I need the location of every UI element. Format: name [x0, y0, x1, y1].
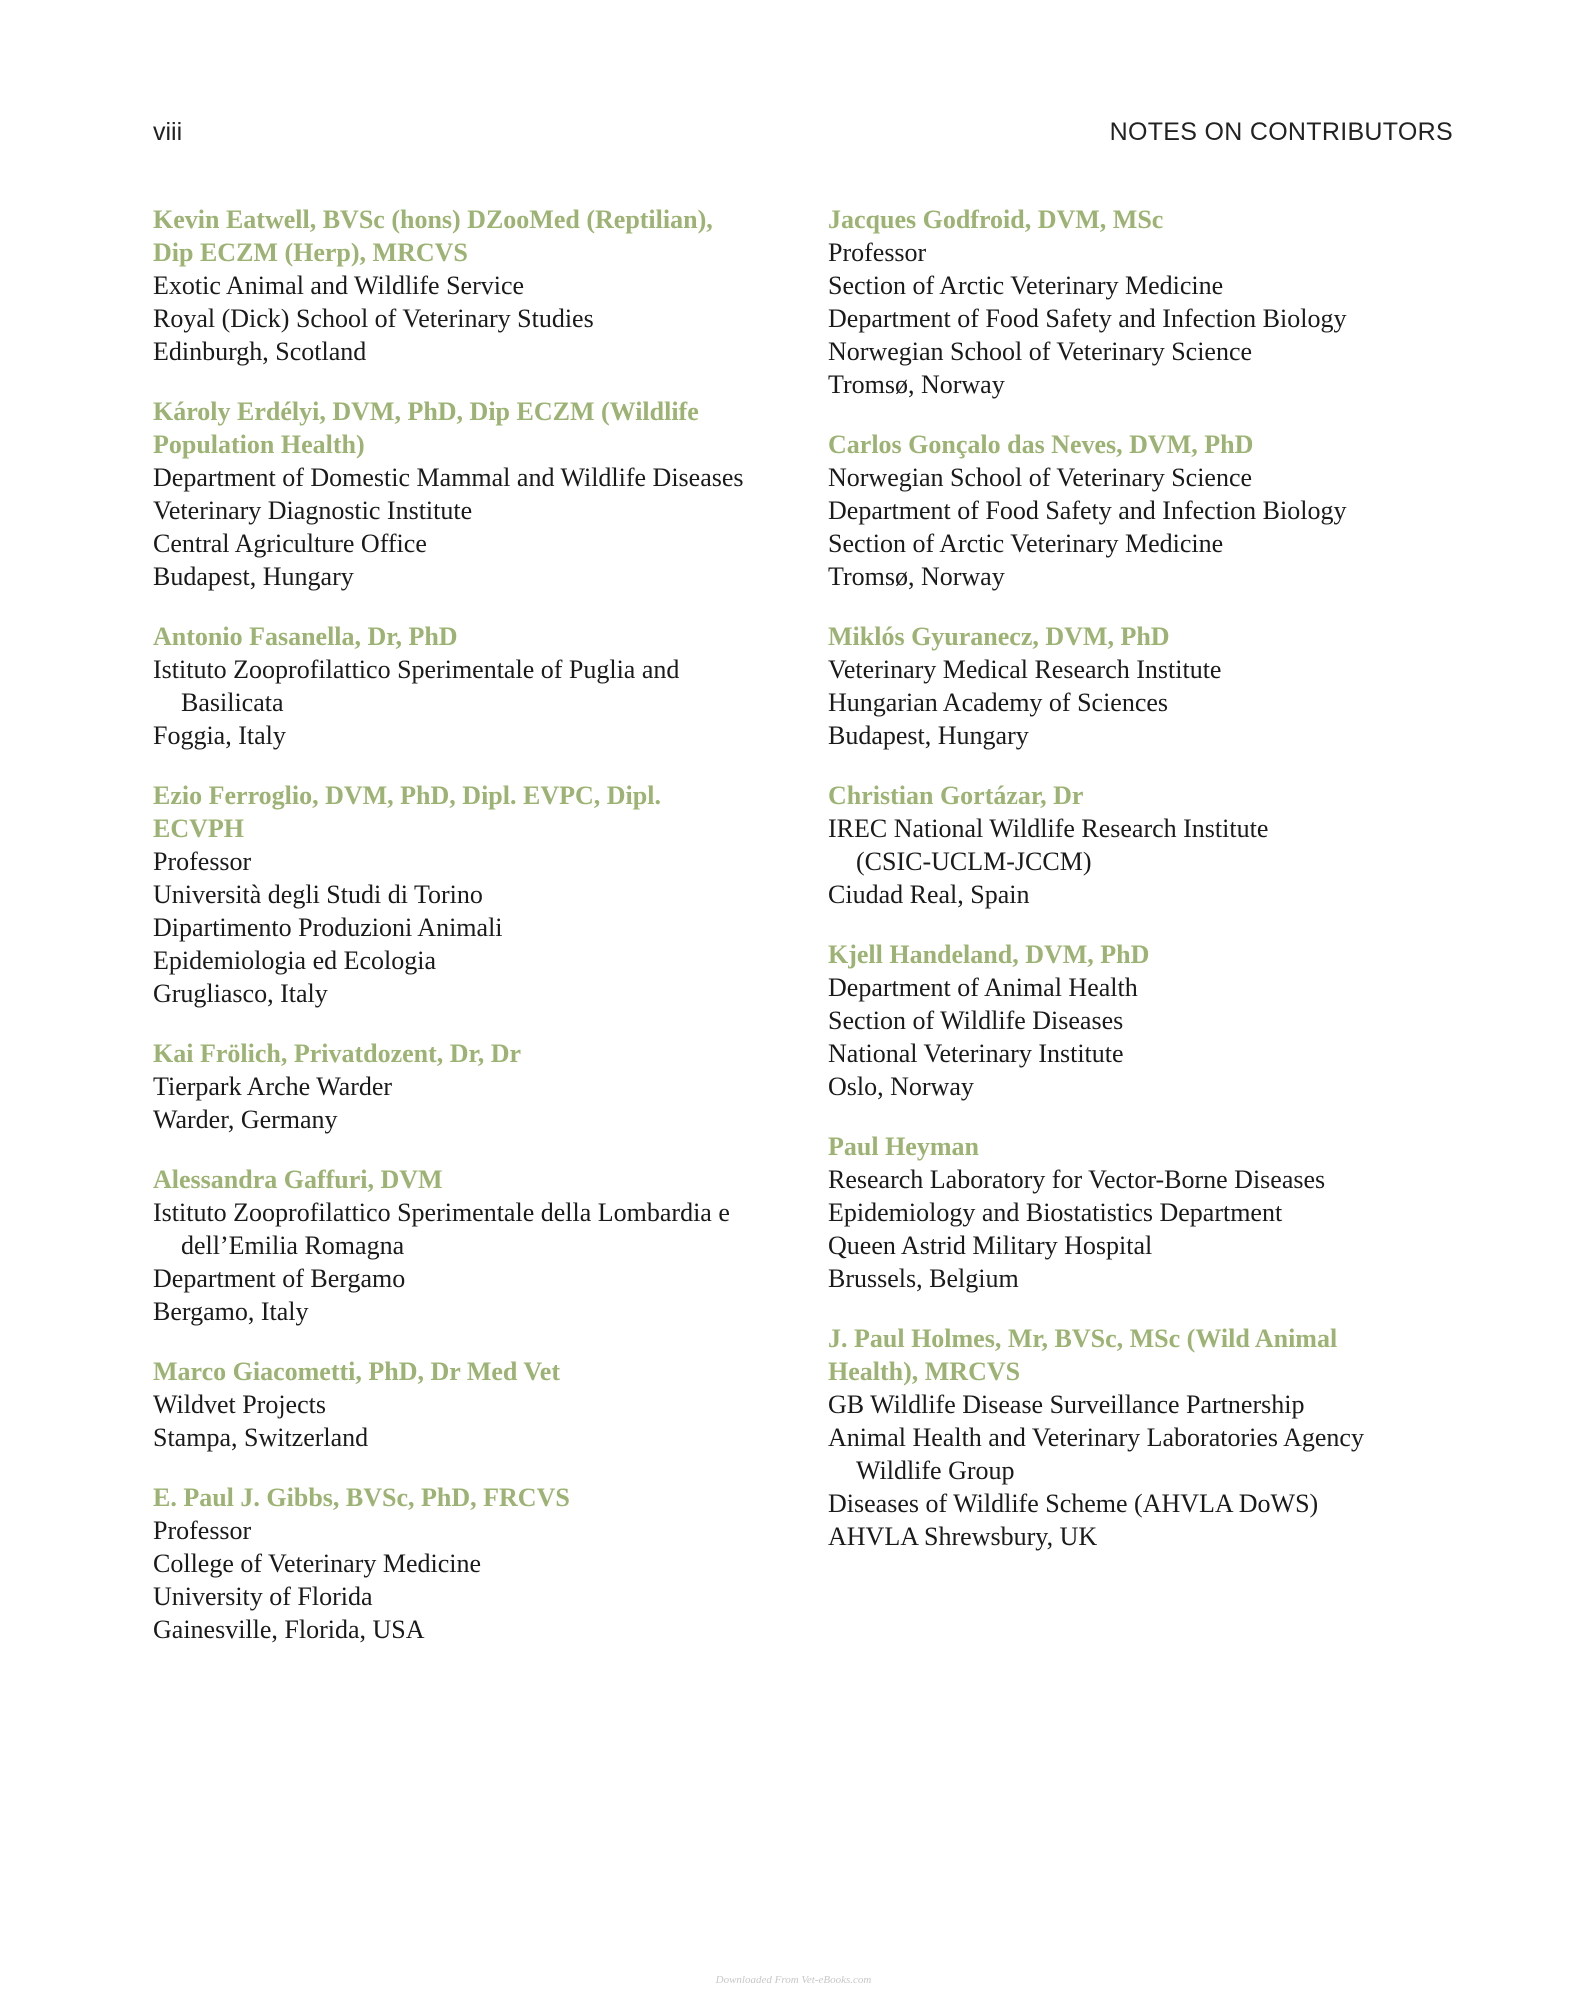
contributor-name: Christian Gortázar, Dr — [828, 781, 1084, 810]
contributor-name: Kai Frölich, Privatdozent, Dr, Dr — [153, 1039, 522, 1068]
affiliation-line: Grugliasco, Italy — [153, 979, 328, 1008]
contributor-name: Alessandra Gaffuri, DVM — [153, 1165, 443, 1194]
contributor-entry — [828, 203, 1468, 401]
contributor-name: Paul Heyman — [828, 1132, 979, 1161]
affiliation-line: Queen Astrid Military Hospital — [828, 1231, 1153, 1260]
affiliation-line: Basilicata — [181, 688, 284, 717]
affiliation-line: Section of Arctic Veterinary Medicine — [828, 529, 1224, 558]
affiliation-line: University of Florida — [153, 1582, 373, 1611]
page-number: viii — [153, 118, 183, 146]
contributor-name: Kjell Handeland, DVM, PhD — [828, 940, 1150, 969]
contributor-entry — [153, 620, 793, 752]
contributor-name: E. Paul J. Gibbs, BVSc, PhD, FRCVS — [153, 1483, 570, 1512]
affiliation-line: Budapest, Hungary — [153, 562, 354, 591]
contributor-name: Dip ECZM (Herp), MRCVS — [153, 238, 468, 267]
contributor-entry — [828, 1322, 1468, 1553]
affiliation-line: Bergamo, Italy — [153, 1297, 309, 1326]
contributor-entry — [828, 1130, 1468, 1295]
affiliation-line: Tromsø, Norway — [828, 562, 1005, 591]
contributor-name: Ezio Ferroglio, DVM, PhD, Dipl. EVPC, Dipl. — [153, 781, 661, 810]
affiliation-line: Oslo, Norway — [828, 1072, 974, 1101]
contributor-name: Károly Erdélyi, DVM, PhD, Dip ECZM (Wildlife — [153, 397, 699, 426]
contributor-name: Health), MRCVS — [828, 1357, 1021, 1386]
page-header — [153, 118, 1453, 158]
contributor-entry — [828, 428, 1468, 593]
affiliation-line: Stampa, Switzerland — [153, 1423, 369, 1452]
affiliation-line: Department of Bergamo — [153, 1264, 406, 1293]
contributor-entry — [828, 779, 1468, 911]
contributor-entry — [153, 1163, 793, 1328]
affiliation-line: Norwegian School of Veterinary Science — [828, 463, 1253, 492]
contributor-entry — [153, 1481, 793, 1646]
contributor-name: ECVPH — [153, 814, 244, 843]
affiliation-line: Professor — [153, 1516, 252, 1545]
footer-watermark: Downloaded From Vet-eBooks.com — [715, 1974, 872, 1986]
affiliation-line: Epidemiology and Biostatistics Department — [828, 1198, 1283, 1227]
affiliation-line: Exotic Animal and Wildlife Service — [153, 271, 525, 300]
affiliation-line: Edinburgh, Scotland — [153, 337, 367, 366]
affiliation-line: IREC National Wildlife Research Institute — [828, 814, 1269, 843]
affiliation-line: dell’Emilia Romagna — [181, 1231, 405, 1260]
affiliation-line: Ciudad Real, Spain — [828, 880, 1030, 909]
affiliation-line: College of Veterinary Medicine — [153, 1549, 482, 1578]
contributor-entry — [153, 203, 793, 368]
contributor-name: Carlos Gonçalo das Neves, DVM, PhD — [828, 430, 1254, 459]
affiliation-line: Research Laboratory for Vector-Borne Diseases — [828, 1165, 1326, 1194]
affiliation-line: Istituto Zooprofilattico Sperimentale of Puglia and — [153, 655, 680, 684]
affiliation-line: Gainesville, Florida, USA — [153, 1615, 425, 1644]
affiliation-line: Section of Wildlife Diseases — [828, 1006, 1124, 1035]
contributor-name: Marco Giacometti, PhD, Dr Med Vet — [153, 1357, 560, 1386]
affiliation-line: Department of Domestic Mammal and Wildlife Diseases — [153, 463, 744, 492]
contributor-entry — [153, 779, 793, 1010]
contributor-name: Miklós Gyuranecz, DVM, PhD — [828, 622, 1170, 651]
affiliation-line: Tromsø, Norway — [828, 370, 1005, 399]
affiliation-line: Hungarian Academy of Sciences — [828, 688, 1169, 717]
contributor-name: J. Paul Holmes, Mr, BVSc, MSc (Wild Animal — [828, 1324, 1338, 1353]
affiliation-line: Warder, Germany — [153, 1105, 338, 1134]
contributor-entry — [153, 395, 793, 593]
affiliation-line: Istituto Zooprofilattico Sperimentale della Lombardia e — [153, 1198, 730, 1227]
section-title: NOTES ON CONTRIBUTORS — [1109, 118, 1453, 146]
affiliation-line: Dipartimento Produzioni Animali — [153, 913, 503, 942]
contributor-entry — [153, 1037, 793, 1136]
affiliation-line: Section of Arctic Veterinary Medicine — [828, 271, 1224, 300]
affiliation-line: Foggia, Italy — [153, 721, 286, 750]
affiliation-line: AHVLA Shrewsbury, UK — [828, 1522, 1098, 1551]
contributor-entry — [828, 938, 1468, 1103]
affiliation-line: Department of Food Safety and Infection Biology — [828, 496, 1347, 525]
contributor-name: Population Health) — [153, 430, 365, 459]
affiliation-line: Royal (Dick) School of Veterinary Studies — [153, 304, 594, 333]
contributor-name: Kevin Eatwell, BVSc (hons) DZooMed (Reptilian), — [153, 205, 713, 234]
affiliation-line: Budapest, Hungary — [828, 721, 1029, 750]
affiliation-line: Wildlife Group — [856, 1456, 1015, 1485]
affiliation-line: Veterinary Medical Research Institute — [828, 655, 1222, 684]
affiliation-line: (CSIC-UCLM-JCCM) — [856, 847, 1092, 876]
affiliation-line: Professor — [153, 847, 252, 876]
affiliation-line: Animal Health and Veterinary Laboratories Agency — [828, 1423, 1364, 1452]
contributor-name: Jacques Godfroid, DVM, MSc — [828, 205, 1164, 234]
affiliation-line: Norwegian School of Veterinary Science — [828, 337, 1253, 366]
affiliation-line: Università degli Studi di Torino — [153, 880, 483, 909]
contributors-column-left — [153, 203, 793, 1673]
affiliation-line: Epidemiologia ed Ecologia — [153, 946, 437, 975]
affiliation-line: Department of Food Safety and Infection Biology — [828, 304, 1347, 333]
affiliation-line: Veterinary Diagnostic Institute — [153, 496, 473, 525]
affiliation-line: Wildvet Projects — [153, 1390, 326, 1419]
affiliation-line: Diseases of Wildlife Scheme (AHVLA DoWS) — [828, 1489, 1319, 1518]
affiliation-line: Central Agriculture Office — [153, 529, 427, 558]
affiliation-line: National Veterinary Institute — [828, 1039, 1124, 1068]
affiliation-line: GB Wildlife Disease Surveillance Partnership — [828, 1390, 1305, 1419]
affiliation-line: Department of Animal Health — [828, 973, 1138, 1002]
contributors-column-right — [828, 203, 1468, 1580]
affiliation-line: Tierpark Arche Warder — [153, 1072, 393, 1101]
contributor-entry — [153, 1355, 793, 1454]
contributor-name: Antonio Fasanella, Dr, PhD — [153, 622, 458, 651]
affiliation-line: Brussels, Belgium — [828, 1264, 1019, 1293]
contributor-entry — [828, 620, 1468, 752]
affiliation-line: Professor — [828, 238, 927, 267]
